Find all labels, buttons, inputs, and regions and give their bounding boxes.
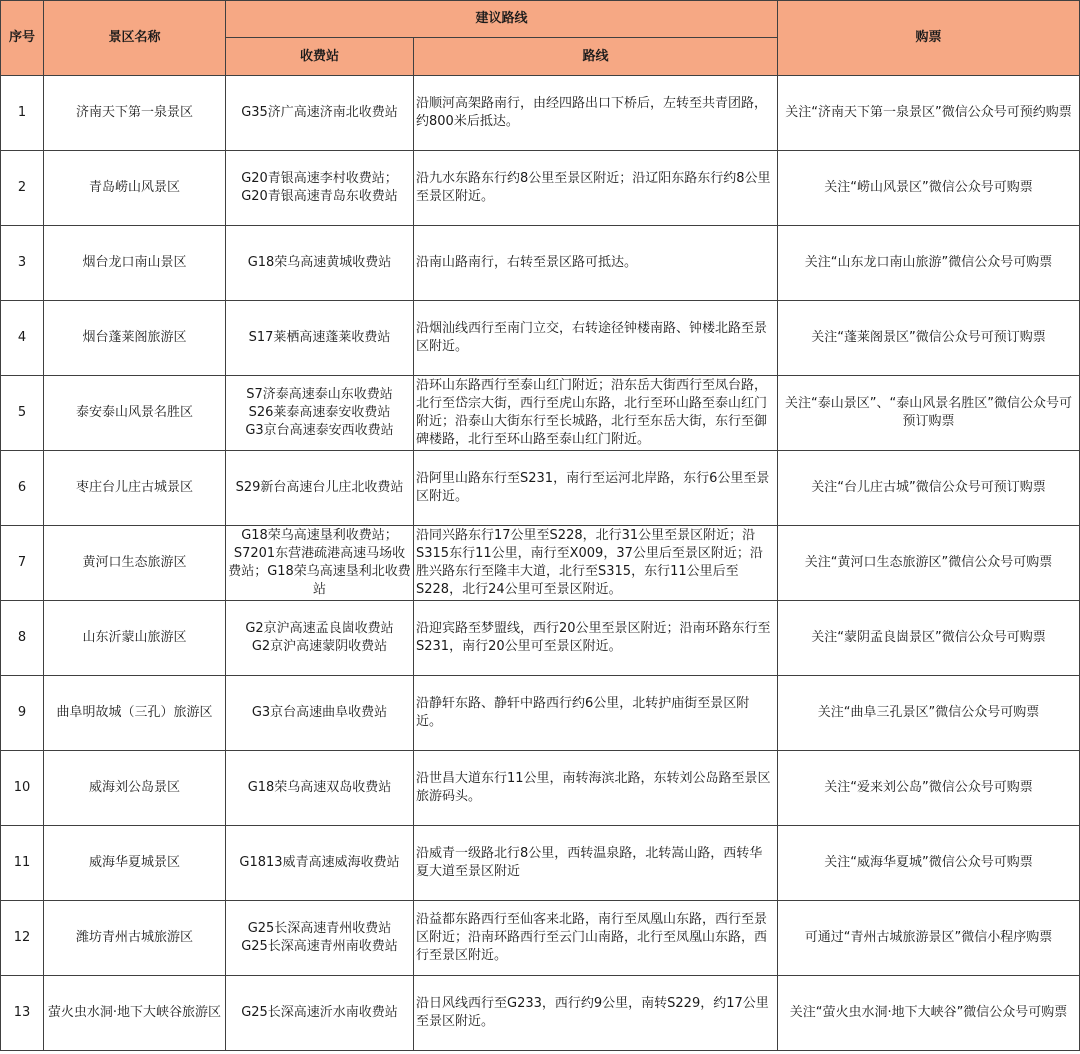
scenic-name: 烟台蓬莱阁旅游区	[44, 301, 226, 376]
route-text: 沿南山路南行，右转至景区路可抵达。	[414, 226, 778, 301]
toll-station-line: G20青银高速李村收费站；	[241, 171, 398, 186]
toll-station	[226, 76, 414, 151]
toll-station-line: G2京沪高速蒙阴收费站	[251, 639, 388, 654]
route-text: 沿同兴路东行17公里至S228，北行31公里至景区附近；沿S315东行11公里，南行至X009，37公里后至景区附近；沿胜兴路东行至隆丰大道，北行至S315，东行11公里后至S228，北行24公里可至景区附近。	[414, 526, 778, 601]
row-index: 6	[1, 451, 44, 526]
ticket-info: 可通过“青州古城旅游景区”微信小程序购票	[778, 901, 1080, 976]
route-text: 沿迎宾路至梦盟线，西行20公里至景区附近；沿南环路东行至S231，南行20公里可至景区附近。	[414, 601, 778, 676]
toll-station-line: G3京台高速曲阜收费站	[251, 705, 388, 720]
row-index: 11	[1, 826, 44, 901]
scenic-name: 山东沂蒙山旅游区	[44, 601, 226, 676]
route-text: 沿环山东路西行至泰山红门附近；沿东岳大街西行至凤台路，北行至岱宗大街，西行至虎山东路，北行至环山路至泰山红门附近；沿泰山大街东行至长城路，北行至东岳大街，东行至御碑楼路，北行至环山路至泰山红门附近。	[414, 376, 778, 451]
header-scenic-name: 景区名称	[44, 1, 226, 76]
toll-station	[226, 226, 414, 301]
toll-station-line: G18荣乌高速垦利收费站；	[241, 528, 398, 543]
table-row	[1, 751, 1080, 826]
table-row	[1, 901, 1080, 976]
route-text: 沿静轩东路、静轩中路西行约6公里，北转护庙街至景区附近。	[414, 676, 778, 751]
toll-station	[226, 901, 414, 976]
toll-station	[226, 301, 414, 376]
ticket-info: 关注“曲阜三孔景区”微信公众号可购票	[778, 676, 1080, 751]
ticket-info: 关注“山东龙口南山旅游”微信公众号可购票	[778, 226, 1080, 301]
row-index: 2	[1, 151, 44, 226]
toll-station	[226, 826, 414, 901]
ticket-info: 关注“泰山景区”、“泰山风景名胜区”微信公众号可预订购票	[778, 376, 1080, 451]
ticket-info: 关注“黄河口生态旅游区”微信公众号可购票	[778, 526, 1080, 601]
toll-station	[226, 526, 414, 601]
table-row	[1, 601, 1080, 676]
table-row	[1, 826, 1080, 901]
toll-station	[226, 976, 414, 1051]
ticket-info: 关注“威海华夏城”微信公众号可购票	[778, 826, 1080, 901]
toll-station-line: G18荣乌高速双岛收费站	[247, 780, 392, 795]
row-index: 9	[1, 676, 44, 751]
route-text: 沿世昌大道东行11公里，南转海滨北路，东转刘公岛路至景区旅游码头。	[414, 751, 778, 826]
toll-station-line: G1813威青高速威海收费站	[239, 855, 400, 870]
toll-station-line: G25长深高速青州南收费站	[241, 939, 398, 954]
toll-station	[226, 451, 414, 526]
table-row	[1, 451, 1080, 526]
toll-station-line: G20青银高速青岛东收费站	[241, 189, 398, 204]
row-index: 4	[1, 301, 44, 376]
toll-station	[226, 676, 414, 751]
ticket-info: 关注“爱来刘公岛”微信公众号可购票	[778, 751, 1080, 826]
table-row	[1, 151, 1080, 226]
header-index: 序号	[1, 1, 44, 76]
route-text: 沿阿里山路东行至S231，南行至运河北岸路，东行6公里至景区附近。	[414, 451, 778, 526]
row-index: 3	[1, 226, 44, 301]
scenic-name: 泰安泰山风景名胜区	[44, 376, 226, 451]
row-index: 8	[1, 601, 44, 676]
scenic-name: 济南天下第一泉景区	[44, 76, 226, 151]
row-index: 1	[1, 76, 44, 151]
table-row	[1, 76, 1080, 151]
scenic-name: 威海华夏城景区	[44, 826, 226, 901]
ticket-info: 关注“崂山风景区”微信公众号可购票	[778, 151, 1080, 226]
toll-station-line: G2京沪高速孟良崮收费站	[245, 621, 394, 636]
scenic-name: 青岛崂山风景区	[44, 151, 226, 226]
table-body	[1, 76, 1080, 1051]
scenic-name: 萤火虫水洞·地下大峡谷旅游区	[44, 976, 226, 1051]
toll-station-line: S7201东营港疏港高速马场收费站；G18荣乌高速垦利北收费站	[228, 546, 411, 597]
ticket-info: 关注“蓬莱阁景区”微信公众号可预订购票	[778, 301, 1080, 376]
scenic-name: 枣庄台儿庄古城景区	[44, 451, 226, 526]
table-row	[1, 376, 1080, 451]
scenic-name: 潍坊青州古城旅游区	[44, 901, 226, 976]
scenic-name: 曲阜明故城（三孔）旅游区	[44, 676, 226, 751]
row-index: 12	[1, 901, 44, 976]
toll-station-line: G25长深高速沂水南收费站	[241, 1005, 398, 1020]
header-suggested-route: 建议路线	[226, 1, 778, 38]
row-index: 10	[1, 751, 44, 826]
toll-station-line: G3京台高速泰安西收费站	[245, 423, 394, 438]
toll-station-line: S17莱栖高速蓬莱收费站	[248, 330, 391, 345]
header-route: 路线	[414, 38, 778, 76]
row-index: 7	[1, 526, 44, 601]
route-text: 沿日风线西行至G233，西行约9公里，南转S229，约17公里至景区附近。	[414, 976, 778, 1051]
table-header	[1, 1, 1080, 76]
route-text: 沿烟汕线西行至南门立交，右转途径钟楼南路、钟楼北路至景区附近。	[414, 301, 778, 376]
toll-station	[226, 601, 414, 676]
header-toll-station: 收费站	[226, 38, 414, 76]
table-row	[1, 976, 1080, 1051]
table-row	[1, 226, 1080, 301]
toll-station	[226, 751, 414, 826]
route-text: 沿顺河高架路南行，由经四路出口下桥后，左转至共青团路，约800米后抵达。	[414, 76, 778, 151]
route-text: 沿威青一级路北行8公里，西转温泉路，北转嵩山路，西转华夏大道至景区附近	[414, 826, 778, 901]
scenic-name: 威海刘公岛景区	[44, 751, 226, 826]
toll-station-line: G18荣乌高速黄城收费站	[247, 255, 392, 270]
ticket-info: 关注“蒙阴孟良崮景区”微信公众号可购票	[778, 601, 1080, 676]
toll-station	[226, 151, 414, 226]
toll-station-line: G35济广高速济南北收费站	[241, 105, 398, 120]
table-row	[1, 301, 1080, 376]
toll-station	[226, 376, 414, 451]
table-row	[1, 526, 1080, 601]
scenic-name: 黄河口生态旅游区	[44, 526, 226, 601]
toll-station-line: G25长深高速青州收费站	[247, 921, 392, 936]
ticket-info: 关注“济南天下第一泉景区”微信公众号可预约购票	[778, 76, 1080, 151]
scenic-name: 烟台龙口南山景区	[44, 226, 226, 301]
row-index: 13	[1, 976, 44, 1051]
table-row	[1, 676, 1080, 751]
ticket-info: 关注“萤火虫水洞·地下大峡谷”微信公众号可购票	[778, 976, 1080, 1051]
route-text: 沿九水东路东行约8公里至景区附近；沿辽阳东路东行约8公里至景区附近。	[414, 151, 778, 226]
toll-station-line: S26莱泰高速泰安收费站	[248, 405, 391, 420]
toll-station-line: S29新台高速台儿庄北收费站	[235, 480, 404, 495]
route-text: 沿益都东路西行至仙客来北路，南行至凤凰山东路，西行至景区附近；沿南环路西行至云门山南路，北行至凤凰山东路，西行至景区附近。	[414, 901, 778, 976]
row-index: 5	[1, 376, 44, 451]
header-ticket: 购票	[778, 1, 1080, 76]
ticket-info: 关注“台儿庄古城”微信公众号可预订购票	[778, 451, 1080, 526]
toll-station-line: S7济泰高速泰山东收费站	[246, 387, 393, 402]
